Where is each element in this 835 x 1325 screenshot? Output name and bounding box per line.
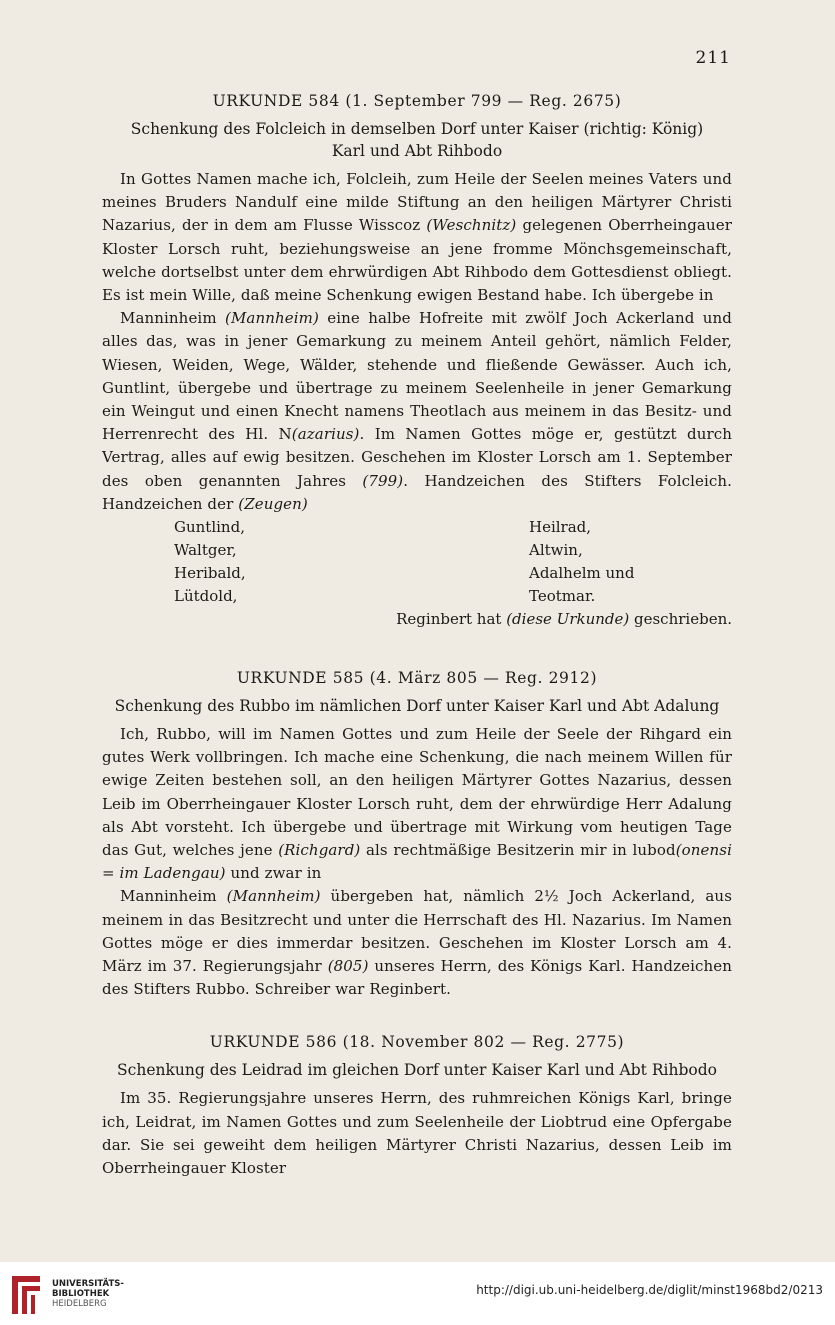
charter-paragraph [102,723,732,885]
editorial-gloss: (Mannheim) [225,309,319,328]
witness-name: Adalhelm und [529,564,635,583]
logo-line: UNIVERSITÄTS- [52,1279,124,1289]
charter-title-line: Karl und Abt Rihbodo [331,142,503,160]
editorial-gloss: (Mannheim) [226,887,321,906]
text-run: als rechtmäßige Besitzerin mir in lubod [360,841,676,860]
editorial-gloss: (Richgard) [278,841,361,860]
section-spacer [102,1001,732,1031]
charter-585 [102,667,732,1001]
text-run: In Gottes Namen mache ich, Folcleih, zum Heile der Seelen meines Vaters und meines Bruders Nandulf eine milde Stiftung an den heiligen Märtyrer Christi Nazarius, der in dem am Flusse Wisscoz [102,170,732,235]
editorial-gloss: (799) [362,471,404,490]
viewer-footer [0,1262,835,1325]
charter-heading: URKUNDE 586 (18. November 802 — Reg. 2775) [209,1033,625,1052]
text-run: Reginbert hat [396,610,507,629]
witness-name: Altwin, [529,541,583,560]
witness-list [102,516,732,608]
text-run: und zwar in [225,864,322,883]
text-run: gelegenen Oberrheingauer Kloster Lorsch ruht, beziehungsweise an jene fromme Mönchsgemeinschaft, welche dortselbst unter dem ehrwürdigen Abt Rihbodo dem Gottesdienst obliegt. Es ist mein Wille, daß meine Schenkung ewigen Bestand habe. Ich übergebe in [102,216,732,305]
page-content [102,90,732,1180]
witness-name: Heribald, [174,564,246,583]
page-permalink[interactable]: http://digi.ub.uni-heidelberg.de/diglit/minst1968bd2/0213 [476,1283,823,1297]
charter-title: Schenkung des Leidrad im gleichen Dorf unter Kaiser Karl und Abt Rihbodo [117,1061,717,1080]
witness-name: Heilrad, [529,518,592,537]
text-run: eine halbe Hofreite mit zwölf Joch Ackerland und alles das, was in jener Gemarkung zu meinem Anteil gehört, nämlich Felder, Wiesen, Weiden, Wege, Wälder, stehende und fließende Gewässer. Auch ich, Guntlint, übergebe und übertrage zu meinem Seelenheile in jener Gemarkung ein Weingut und einen Knecht namens Theotlach aus meinem in das Besitz- und Herrenrecht des Hl. N [102,309,733,444]
editorial-gloss: (onensi = im Ladengau) [102,841,732,883]
editorial-gloss: (Weschnitz) [426,216,517,235]
text-run: Ich, Rubbo, will im Namen Gottes und zum Heile der Seele der Rihgard ein gutes Werk vollbringen. Ich mache eine Schenkung, die nach meinem Willen für ewige Zeiten bestehen soll, an den heiligen Märtyrer Gottes Nazarius, dessen Leib im Oberrheingauer Kloster Lorsch ruht, dem der ehrwürdige Herr Adalung als Abt vorsteht. Ich übergebe und übertrage mit Wirkung vom heutigen Tage das Gut, welches jene [102,725,732,860]
charter-586 [102,1031,732,1180]
witness-name: Teotmar. [529,587,596,606]
library-logo-icon [10,1274,46,1316]
text-run: Manninheim [120,309,226,328]
text-run: Im 35. Regierungsjahre unseres Herrn, des ruhmreichen Königs Karl, bringe ich, Leidrat, im Namen Gottes und zum Seelenheile der Liobtrud eine Opfergabe dar. Sie sei geweiht dem heiligen Märtyrer Christi Nazarius, dessen Leib im Oberrheingauer Kloster [102,1089,732,1178]
library-logo-text [52,1279,124,1309]
witness-name: Waltger, [174,541,237,560]
charter-heading: URKUNDE 585 (4. März 805 — Reg. 2912) [236,669,598,688]
text-run: Manninheim [120,887,227,906]
scribe-line [102,608,732,631]
text-run: geschrieben. [629,610,732,629]
editorial-gloss: (diese Urkunde) [506,610,630,629]
charter-paragraph [102,168,732,307]
witness-name: Lütdold, [174,587,238,606]
text-run: übergeben hat, nämlich 2½ Joch Ackerland, aus meinem in das Besitzrecht und unter die Herrschaft des Hl. Nazarius. Im Namen Gottes möge er dies immerdar besitzen. Geschehen im Kloster Lorsch am 4. März im 37. Regierungsjahr [102,887,732,976]
page-number: 211 [695,48,731,68]
text-run: . Im Namen Gottes möge er, gestützt durch Vertrag, alles auf ewig besitzen. Geschehen im Kloster Lorsch am 1. September des oben genannten Jahres [102,425,732,490]
witness-name: Guntlind, [174,518,245,537]
editorial-gloss: (azarius) [291,425,360,444]
editorial-gloss: (Zeugen) [238,494,308,513]
text-run: unseres Herrn, des Königs Karl. Handzeichen des Stifters Rubbo. Schreiber war Reginbert. [102,957,733,999]
charter-584 [102,90,732,631]
charter-paragraph [102,1087,732,1180]
charter-title [102,118,732,162]
charter-paragraph [102,885,732,1001]
charter-title: Schenkung des Rubbo im nämlichen Dorf unter Kaiser Karl und Abt Adalung [114,697,720,716]
section-spacer [102,631,732,667]
editorial-gloss: (805) [327,957,369,976]
charter-paragraph [102,307,732,516]
text-run: . Handzeichen des Stifters Folcleich. Handzeichen der [102,471,732,513]
charter-heading: URKUNDE 584 (1. September 799 — Reg. 2675) [212,92,622,110]
charter-title-line: Schenkung des Folcleich in demselben Dorf unter Kaiser (richtig: König) [130,120,704,138]
library-logo-icon[interactable] [10,1274,46,1316]
logo-line: BIBLIOTHEK [52,1289,110,1299]
logo-line: HEIDELBERG [52,1299,107,1309]
